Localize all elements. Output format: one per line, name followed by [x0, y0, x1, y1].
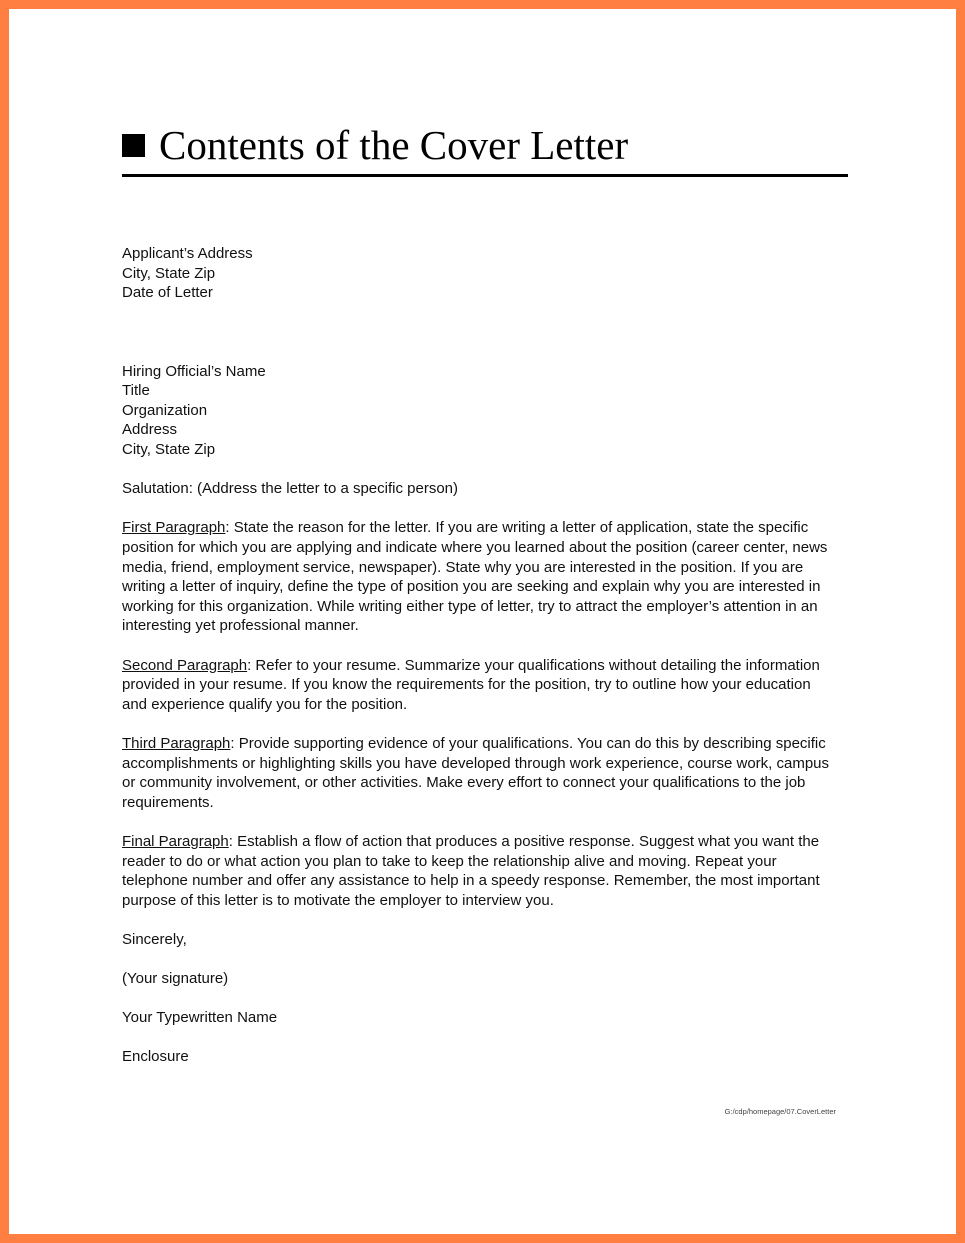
applicant-city-state-zip-line: City, State Zip: [122, 264, 216, 282]
page-content: [122, 9, 848, 1087]
final-paragraph-label: Final Paragraph: [122, 832, 229, 850]
second-paragraph-text: : Refer to your resume. Summarize your qualifications without detailing the information provided in your resume. If you know the requirements for the position, try to outline how your education and experience qualify you for the position.: [122, 656, 820, 713]
recipient-organization-line: Organization: [122, 401, 208, 419]
applicant-address-block: [122, 244, 834, 303]
final-paragraph-text: : Establish a flow of action that produces a positive response. Suggest what you want the reader to do or what action you plan to take to keep the relationship alive and moving. Repeat your telephone number and offer any assistance to help in a speedy response. Remember, the most important purpose of this letter is to motivate the employer to interview you.: [122, 832, 820, 909]
first-paragraph-text: : State the reason for the letter. If you are writing a letter of application, state the specific position for which you are applying and indicate where you learned about the position (career center, news media, friend, employment service, newspaper). State why you are interested in the position. If you are writing a letter of inquiry, define the type of position you are seeking and explain why you are interested in working for this organization. While writing either type of letter, try to attract the employer’s attention in an interesting yet professional manner.: [122, 519, 828, 635]
first-paragraph: [122, 518, 834, 636]
recipient-address-block: [122, 362, 834, 460]
recipient-city-state-zip-line: City, State Zip: [122, 441, 216, 459]
third-paragraph-label: Third Paragraph: [122, 734, 231, 752]
enclosure-line: Enclosure: [122, 1048, 189, 1066]
footer-file-path: G:/cdp/homepage/07.CoverLetter: [724, 1107, 836, 1116]
date-of-letter-line: Date of Letter: [122, 284, 213, 302]
second-paragraph-label: Second Paragraph: [122, 656, 248, 674]
first-paragraph-label: First Paragraph: [122, 519, 226, 537]
salutation-line: Salutation: (Address the letter to a specific person): [122, 480, 459, 498]
applicant-address-line: Applicant’s Address: [122, 245, 253, 263]
typed-name-line: Your Typewritten Name: [122, 1009, 278, 1027]
hiring-official-name-line: Hiring Official’s Name: [122, 362, 266, 380]
recipient-title-line: Title: [122, 382, 150, 400]
third-paragraph: [122, 734, 834, 812]
square-bullet-icon: [122, 134, 145, 157]
signature-placeholder-line: (Your signature): [122, 970, 229, 988]
second-paragraph: [122, 656, 834, 715]
sign-off-line: Sincerely,: [122, 930, 187, 948]
third-paragraph-text: : Provide supporting evidence of your qualifications. You can do this by describing specific accomplishments or highlighting skills you have developed through work experience, course work, campus or community involvement, or other activities. Make every effort to connect your qualifications to the job requirements.: [122, 734, 830, 811]
page-title: [122, 123, 848, 177]
final-paragraph: [122, 832, 834, 910]
page-title-text: Contents of the Cover Letter: [159, 122, 629, 168]
recipient-address-line: Address: [122, 421, 178, 439]
